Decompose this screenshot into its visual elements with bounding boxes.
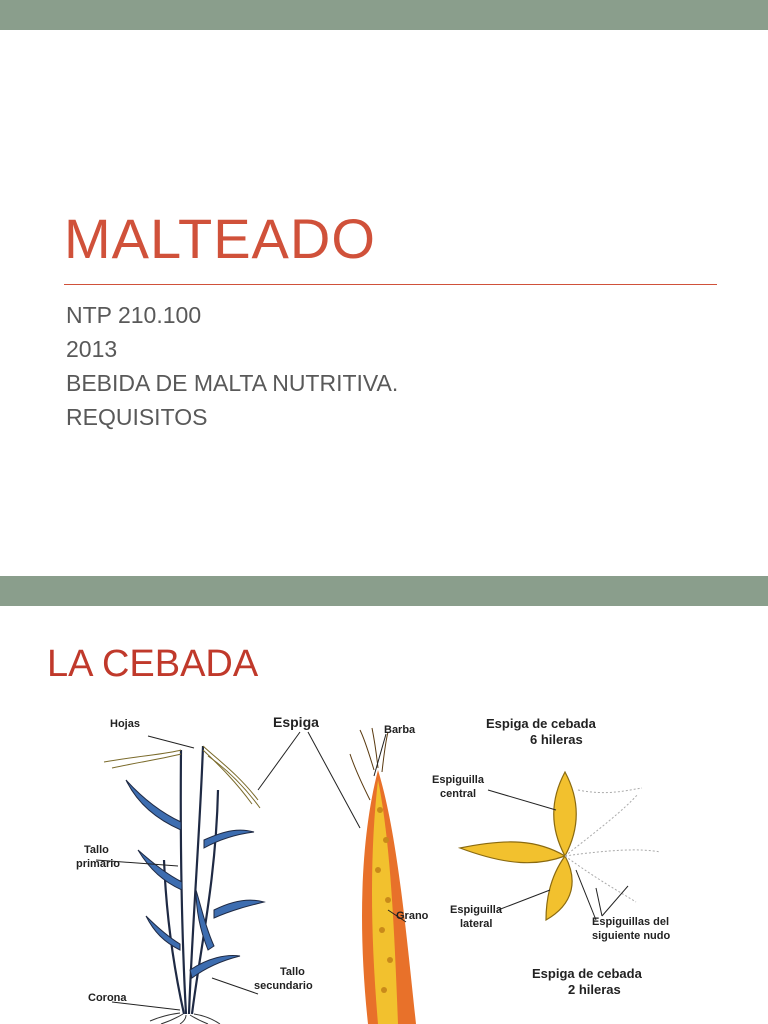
- label-grano: Grano: [396, 910, 429, 922]
- subtitle-line: REQUISITOS: [66, 404, 208, 430]
- label-espiguillas-nudo-1: Espiguillas del: [592, 916, 670, 928]
- spikelet-cluster: [460, 772, 576, 920]
- slide-title-heading: MALTEADO: [64, 207, 376, 270]
- roots: [150, 1013, 220, 1024]
- slide-top-bar: [0, 576, 768, 606]
- label-espiga-6-line1: Espiga de cebada: [486, 716, 596, 731]
- label-espiga-2-line2: 2 hileras: [568, 982, 621, 997]
- slide-heading: LA CEBADA: [47, 643, 259, 685]
- label-tallo-primario-2: primario: [76, 858, 121, 870]
- label-espiga: Espiga: [273, 714, 319, 730]
- label-tallo-secundario-1: Tallo: [280, 966, 305, 978]
- slide-subtitle: [66, 298, 398, 434]
- large-spike: [350, 728, 416, 1024]
- label-tallo-primario-1: Tallo: [84, 844, 109, 856]
- spikelet-outline: [565, 788, 660, 902]
- subtitle-line: 2013: [66, 336, 118, 362]
- slide-top-bar: [0, 0, 768, 30]
- label-espiga-2-line1: Espiga de cebada: [532, 966, 642, 981]
- title-divider: [64, 284, 717, 285]
- barley-diagram: [68, 710, 698, 1024]
- subtitle-line: NTP 210.100: [66, 302, 202, 328]
- label-espiga-6-line2: 6 hileras: [530, 732, 583, 747]
- label-espiguilla-central-1: Espiguilla: [432, 774, 484, 786]
- label-espiguilla-central-2: central: [440, 788, 477, 800]
- label-tallo-secundario-2: secundario: [254, 980, 313, 992]
- label-hojas: Hojas: [110, 718, 140, 730]
- slide-la-cebada: [0, 576, 768, 1024]
- subtitle-line: BEBIDA DE MALTA NUTRITIVA.: [66, 370, 399, 396]
- label-espiguillas-nudo-2: siguiente nudo: [592, 930, 671, 942]
- label-corona: Corona: [88, 992, 127, 1004]
- label-barba: Barba: [384, 724, 416, 736]
- label-espiguilla-lateral-1: Espiguilla: [450, 904, 502, 916]
- label-espiguilla-lateral-2: lateral: [460, 918, 493, 930]
